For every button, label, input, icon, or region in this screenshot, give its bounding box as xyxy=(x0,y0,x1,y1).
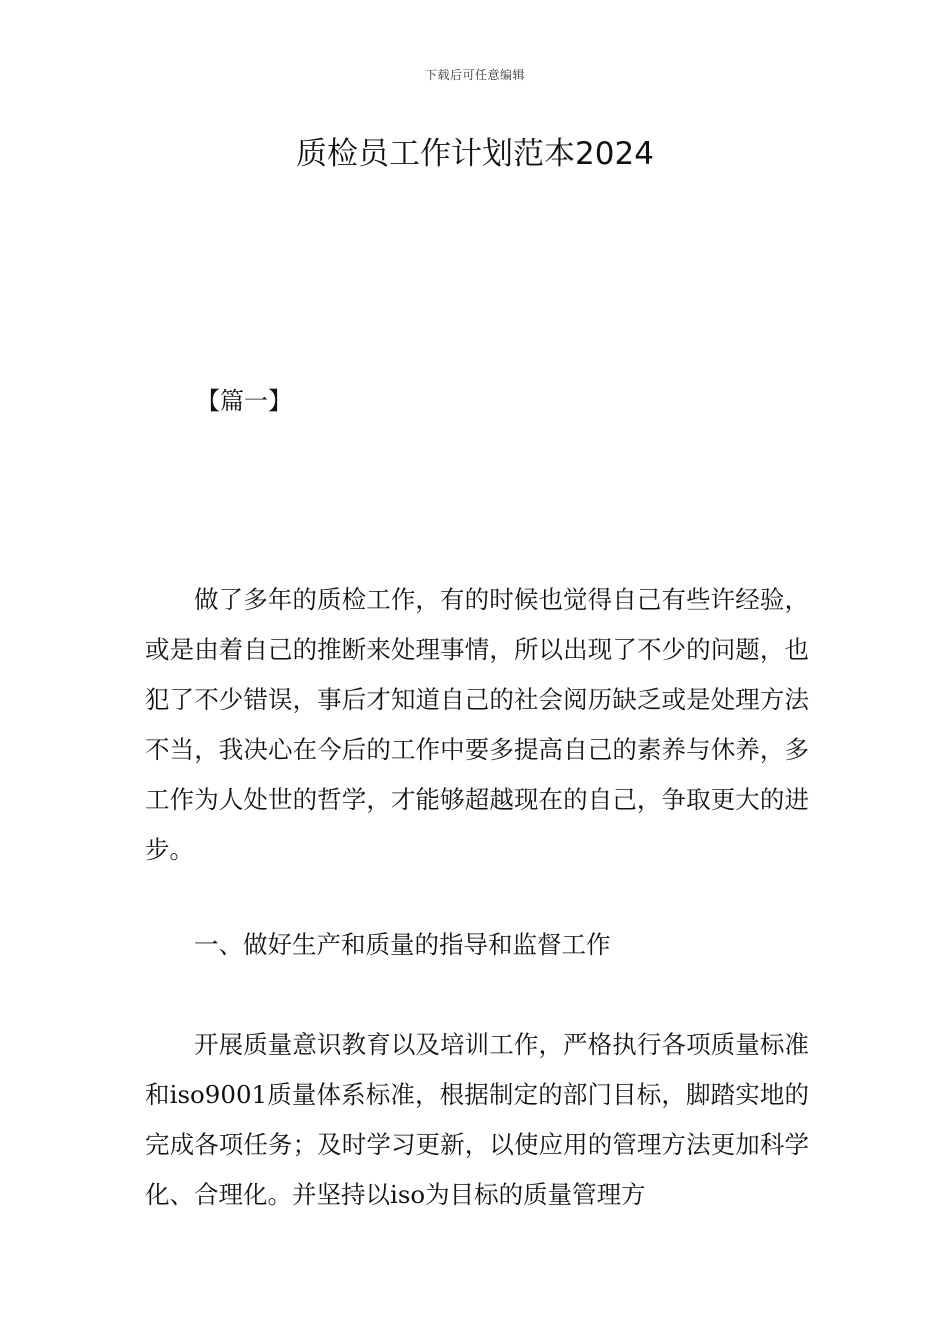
document-title: 质检员工作计划范本2024 xyxy=(296,136,654,172)
body-paragraph-2: 开展质量意识教育以及培训工作，严格执行各项质量标准和iso9001质量体系标准，根据制定的部门目标，脚踏实地的完成各项任务；及时学习更新，以使应用的管理方法更加科学化、合理化。并坚持以iso为目标的质量管理方 xyxy=(145,1030,809,1209)
section-tag: 【篇一】 xyxy=(196,387,292,415)
section-heading-1: 一、做好生产和质量的指导和监督工作 xyxy=(194,930,611,959)
body-paragraph-1: 做了多年的质检工作，有的时候也觉得自己有些许经验，或是由着自己的推断来处理事情，所以出现了不少的问题，也犯了不少错误，事后才知道自己的社会阅历缺乏或是处理方法不当，我决心在今后的工作中要多提高自己的素养与休养，多工作为人处世的哲学，才能够超越现在的自己，争取更大的进步。 xyxy=(145,585,809,864)
header-note: 下载后可任意编辑 xyxy=(424,68,525,82)
